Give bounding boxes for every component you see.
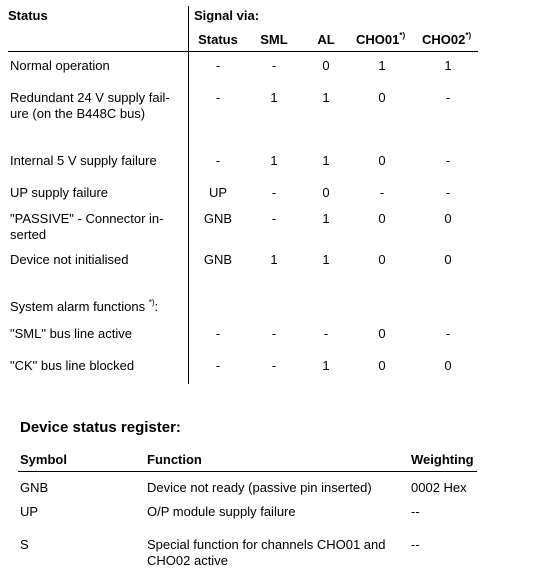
cell: 0 [444,252,452,267]
cell: GNB [203,252,233,267]
register-function: O/P module supply failure [147,504,296,519]
cell: 0 [322,58,330,73]
vertical-divider [188,6,189,384]
row-label-passive-connector-cont: serted [10,227,47,242]
register-function: Special function for channels CHO01 and [147,537,386,552]
header-divider [8,51,478,52]
cell: - [379,185,385,200]
cell: 0 [378,90,386,105]
cell: 0 [378,326,386,341]
row-label-device-not-initialised: Device not initialised [10,252,129,267]
cell: - [271,358,277,373]
register-header-function: Function [147,452,202,467]
register-symbol: S [20,537,29,552]
system-alarm-functions-label: System alarm functions *): [10,298,159,314]
register-symbol: GNB [20,480,49,495]
cell: 1 [322,153,330,168]
subheader-cho01: CHO01*) [356,31,406,47]
status-column-header: Status [8,8,48,23]
cell: 0 [378,211,386,226]
cell: 1 [322,211,330,226]
cell: 0 [322,185,330,200]
signal-via-header: Signal via: [194,8,260,23]
register-function-cont: CHO02 active [147,553,228,568]
cell: - [445,90,451,105]
register-weighting: 0002 Hex [411,480,467,495]
cell: - [215,153,221,168]
register-weighting: -- [411,504,420,519]
register-header-symbol: Symbol [20,452,67,467]
subheader-cho02: CHO02*) [422,31,472,47]
cell: - [215,358,221,373]
register-symbol: UP [20,504,39,519]
cell: - [445,185,451,200]
cell: 1 [444,58,452,73]
cell: - [271,326,277,341]
cell: 1 [322,358,330,373]
subheader-status: Status [198,32,238,47]
cell: 1 [378,58,386,73]
register-function: Device not ready (passive pin inserted) [147,480,372,495]
subheader-al: AL [317,32,335,47]
cell: - [215,326,221,341]
cell: GNB [203,211,233,226]
cell: - [445,153,451,168]
cell: 0 [444,211,452,226]
cell: 0 [378,358,386,373]
row-label-internal-5v: Internal 5 V supply failure [10,153,157,168]
cell: UP [208,185,228,200]
cell: - [271,185,277,200]
subheader-sml: SML [260,32,288,47]
cell: 1 [270,90,278,105]
cell: 1 [322,90,330,105]
register-header-weighting: Weighting [411,452,474,467]
cell: 0 [444,358,452,373]
cell: 1 [270,252,278,267]
register-header-divider [18,471,477,472]
cell: 0 [378,153,386,168]
cell: 1 [322,252,330,267]
register-title: Device status register: [20,419,181,436]
row-label-ck-bus-line: "CK" bus line blocked [10,358,135,373]
row-label-passive-connector: "PASSIVE" - Connector in- [10,211,164,226]
cell: 1 [270,153,278,168]
cell: - [323,326,329,341]
register-weighting: -- [411,537,420,552]
cell: - [271,58,277,73]
row-label-normal-operation: Normal operation [10,58,110,73]
cell: - [215,90,221,105]
cell: - [445,326,451,341]
cell: - [271,211,277,226]
row-label-sml-bus-line: "SML" bus line active [10,326,132,341]
row-label-up-supply: UP supply failure [10,185,109,200]
row-label-redundant-24v-cont: ure (on the B448C bus) [10,106,146,121]
row-label-redundant-24v: Redundant 24 V supply fail- [10,90,170,105]
cell: - [215,58,221,73]
cell: 0 [378,252,386,267]
